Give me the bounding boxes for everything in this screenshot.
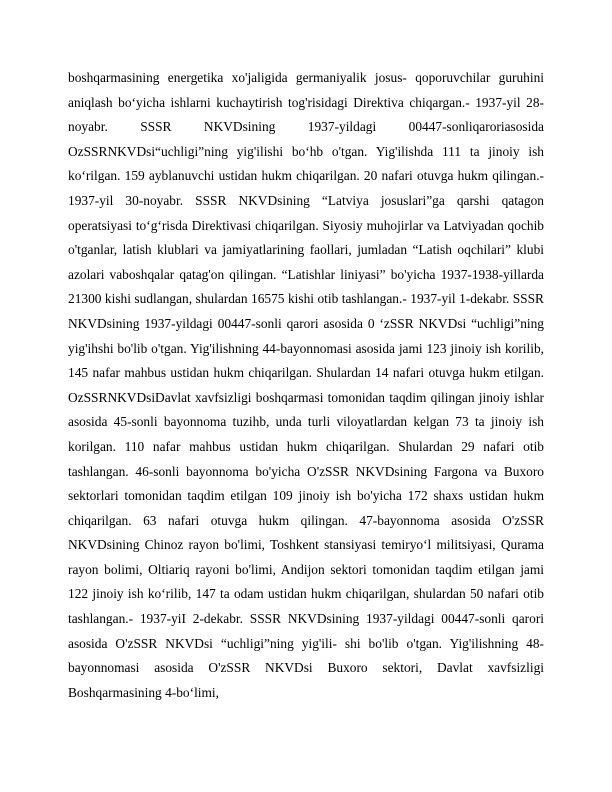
body-paragraph: boshqarmasining energetika xo'jaligida germaniyalik josus- qoporuvchilar guruhini aniqlash bo‘yicha ishlarni kuchaytirish tog'risidagi Direktiva chiqargan.- 1937-yil 28-noyabr. SSSR NKVDsining 1937-yildagi 00447-sonliqaroriasosida OzSSRNKVDsi“uchligi”ning yig'ilishi bo‘hb o'tgan. Yig'ilishda 111 ta jinoiy ish ko‘rilgan. 159 ayblanuvchi ustidan hukm chiqarilgan. 20 nafari otuvga hukm qilingan.- 1937-yil 30-noyabr. SSSR NKVDsining “Latviya josuslari”ga qarshi qatagon operatsiyasi to‘g‘risda Direktivasi chiqarilgan. Siyosiy muhojirlar va Latviyadan qochib o'tganlar, latish klublari va jamiyatlarining faollari, jumladan “Latish oqchilari” klubi azolari vaboshqalar qatag'on qilingan. “Latishlar liniyasi” bo'yicha 1937-1938-yillarda 21300 kishi sudlangan, shulardan 16575 kishi otib tashlangan.- 1937-yil 1-dekabr. SSSR NKVDsining 1937-yildagi 00447-sonli qarori asosida 0 ‘zSSR NKVDsi “uchligi”ning yig'ihshi bo'lib o'tgan. Yig'ilishning 44-bayonnomasi asosida jami 123 jinoiy ish korilib, 145 nafar mahbus ustidan hukm chiqarilgan. Shulardan 14 nafari otuvga hukm etilgan. OzSSRNKVDsiDavlat xavfsizligi boshqarmasi tomonidan taqdim qilingan jinoiy ishlar asosida 45-sonli bayonnoma tuzihb, unda turli viloyatlardan kelgan 73 ta jinoiy ish korilgan. 110 nafar mahbus ustidan hukm chiqarilgan. Shulardan 29 nafari otib tashlangan. 46-sonli bayonnoma bo'yicha O'zSSR NKVDsining Fargona va Buxoro sektorlari tomonidan taqdim etilgan 109 jinoiy ish bo'yicha 172 shaxs ustidan hukm chiqarilgan. 63 nafari otuvga hukm qilingan. 47-bayonnoma asosida O'zSSR NKVDsining Chinoz rayon bo'limi, Toshkent stansiyasi temiryo‘l militsiyasi, Qurama rayon bolimi, Oltiariq rayoni bo'limi, Andijon sektori tomonidan taqdim etilgan jami 122 jinoiy ish ko‘rilib, 147 ta odam ustidan hukm chiqarilgan, shulardan 50 nafari otib tashlangan.- 1937-yiI 2-dekabr. SSSR NKVDsining 1937-yildagi 00447-sonli qarori asosida O'zSSR NKVDsi “uchligi”ning yig'ili- shi bo'lib o'tgan. Yig'ilishning 48-bayonnomasi asosida O'zSSR NKVDsi Buxoro sektori, Davlat xavfsizligi Boshqarmasining 4-bo‘limi, <box>68 70 544 700</box>
body-text-block <box>68 66 544 705</box>
